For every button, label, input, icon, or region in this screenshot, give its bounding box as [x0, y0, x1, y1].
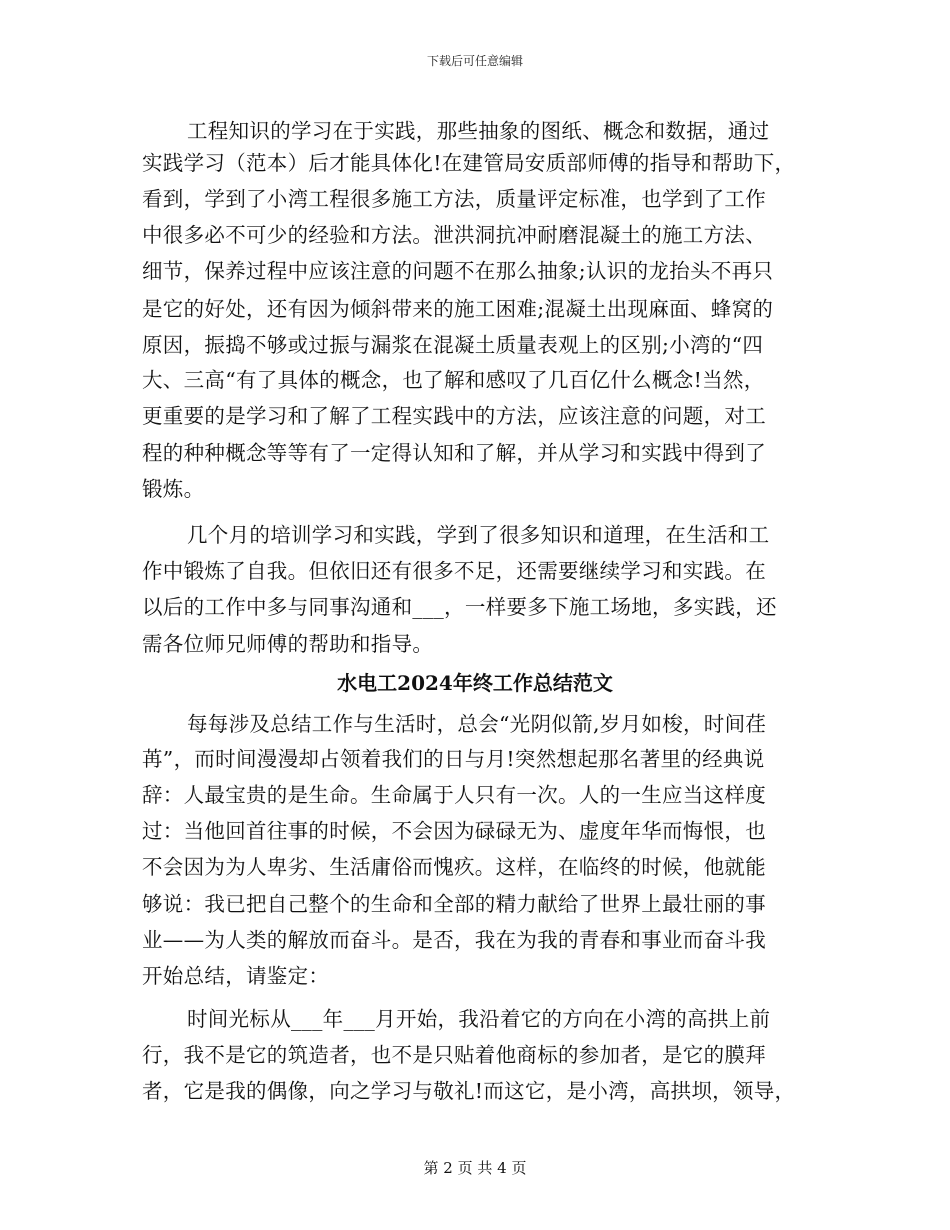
paragraph-line: 几个月的培训学习和实践，学到了很多知识和道理，在生活和工: [187, 523, 770, 547]
paragraph-line: 辞：人最宝贵的是生命。生命属于人只有一次。人的一生应当这样度: [142, 783, 766, 807]
paragraph-line: 不会因为为人卑劣、生活庸俗而愧疚。这样，在临终的时候，他就能: [142, 855, 766, 879]
paragraph-line: 细节，保养过程中应该注意的问题不在那么抽象;认识的龙抬头不再只: [142, 259, 774, 283]
paragraph-line: 以后的工作中多与同事沟通和___，一样要多下施工场地，多实践，还: [142, 595, 777, 619]
paragraph-line: 需各位师兄师傅的帮助和指导。: [142, 632, 434, 656]
page-header: 下载后可任意编辑: [426, 54, 523, 68]
paragraph-line: 作中锻炼了自我。但依旧还有很多不足，还需要继续学习和实践。在: [142, 559, 766, 583]
paragraph-line: 原因，振捣不够或过振与漏浆在混凝土质量表观上的区别;小湾的“四: [142, 333, 764, 357]
paragraph-line: 苒”，而时间漫漫却占领着我们的日与月!突然想起那名著里的经典说: [142, 747, 765, 771]
paragraph-line: 锻炼。: [142, 477, 205, 501]
paragraph-line: 够说：我已把自己整个的生命和全部的精力献给了世界上最壮丽的事: [142, 892, 766, 916]
paragraph-line: 中很多必不可少的经验和方法。泄洪洞抗冲耐磨混凝土的施工方法、: [142, 223, 766, 247]
paragraph-line: 工程知识的学习在于实践，那些抽象的图纸、概念和数据，通过: [187, 119, 770, 143]
paragraph-line: 程的种种概念等等有了一定得认知和了解，并从学习和实践中得到了: [142, 441, 766, 465]
paragraph-line: 看到，学到了小湾工程很多施工方法，质量评定标准，也学到了工作: [142, 187, 766, 211]
paragraph-line: 者，它是我的偶像，向之学习与敬礼!而这它，是小湾，高拱坝，领导，: [142, 1079, 796, 1103]
page-footer: 第 2 页 共 4 页: [423, 1159, 527, 1177]
paragraph-line: 是它的好处，还有因为倾斜带来的施工困难;混凝土出现麻面、蜂窝的: [142, 297, 774, 321]
paragraph-line: 业——为人类的解放而奋斗。是否，我在为我的青春和事业而奋斗我: [142, 928, 766, 952]
paragraph-line: 实践学习（范本）后才能具体化!在建管局安质部师傅的指导和帮助下，: [142, 151, 796, 175]
paragraph-line: 时间光标从___年___月开始，我沿着它的方向在小湾的高拱上前: [187, 1007, 771, 1031]
paragraph-line: 大、三高“有了具体的概念，也了解和感叹了几百亿什么概念!当然，: [142, 368, 765, 392]
paragraph-line: 每每涉及总结工作与生活时，总会“光阴似箭,岁月如梭，时间荏: [187, 712, 767, 736]
paragraph-line: 行，我不是它的筑造者，也不是只贴着他商标的参加者，是它的膜拜: [142, 1043, 766, 1067]
section-title: 水电工2024年终工作总结范文: [337, 671, 613, 695]
paragraph-line: 更重要的是学习和了解了工程实践中的方法，应该注意的问题，对工: [142, 404, 766, 428]
paragraph-line: 过：当他回首往事的时候，不会因为碌碌无为、虚度年华而悔恨，也: [142, 819, 766, 843]
paragraph-line: 开始总结，请鉴定：: [142, 964, 330, 988]
